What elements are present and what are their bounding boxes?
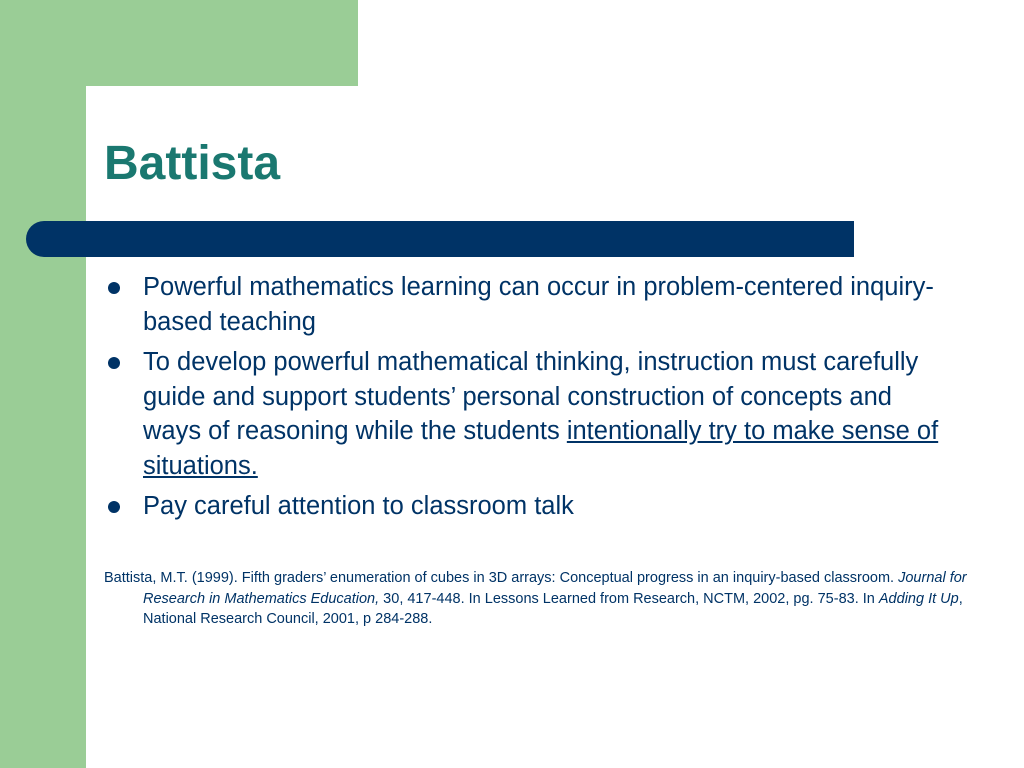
bullet-dot-icon [108,282,120,294]
decorative-green-left [0,0,86,768]
citation-part1: Battista, M.T. (1999). Fifth graders’ enumeration of cubes in 3D arrays: Conceptual progress in an inquiry-based classroom. [104,570,899,586]
bullet-text: Pay careful attention to classroom talk [143,492,574,520]
slide-title: Battista [104,137,281,190]
bullet-list [104,270,954,530]
bullet-text: To develop powerful mathematical thinking, instruction must carefully guide and support students’ personal construction of concepts and ways of reasoning while the students [143,348,919,445]
bullet-item [104,489,954,524]
bullet-dot-icon [108,501,120,513]
citation [104,568,993,630]
citation-journal: Journal for Research in Mathematics Education, [143,570,967,607]
title-rule-bar [26,221,854,257]
citation-book: Adding It Up [878,590,959,607]
bullet-dot-icon [108,357,120,369]
bullet-text: Powerful mathematics learning can occur in problem-centered inquiry-based teaching [143,273,934,336]
bullet-item [104,270,954,339]
citation-part3: , National Research Council, 2001, p 284-288. [143,590,963,627]
bullet-underlined-text: intentionally try to make sense of situations. [143,417,939,480]
citation-part2: 30, 417-448. In Lessons Learned from Research, NCTM, 2002, pg. 75-83. In [379,590,879,607]
bullet-item [104,345,954,483]
